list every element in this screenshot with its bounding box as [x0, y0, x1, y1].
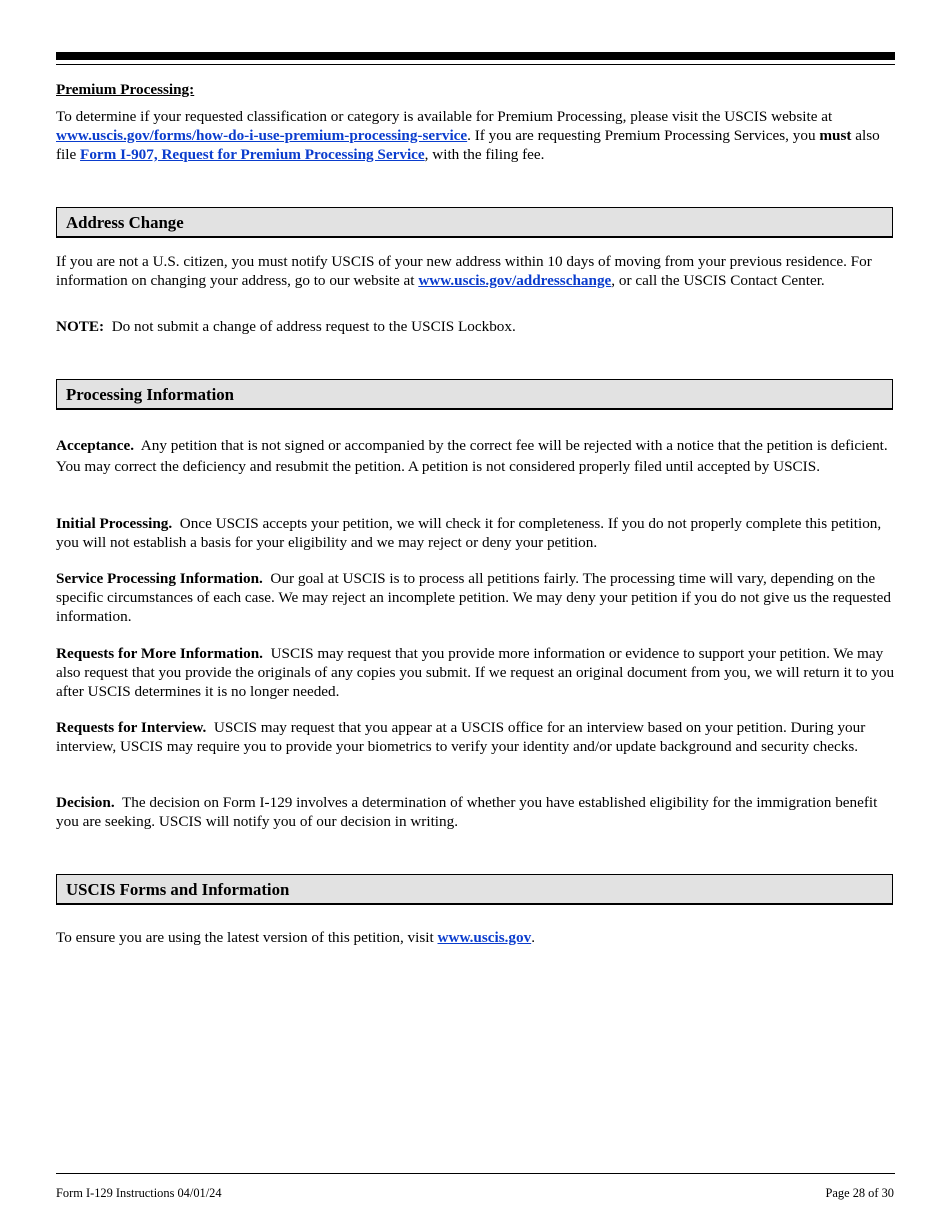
processing-item-text: USCIS may request that you provide more information or evidence to support your petition. We may also request that you provide the originals of any copies you submit. If we request an original document from you, we will return it to you after USCIS determines it is no longer needed.: [56, 645, 895, 700]
premium-must: must: [819, 126, 852, 144]
form-i907-link[interactable]: Form I-907, Request for Premium Processing Service: [80, 145, 425, 163]
address-change-title: Address Change: [66, 213, 184, 232]
forms-information-paragraph: [56, 929, 896, 948]
address-change-paragraph: [56, 253, 896, 291]
premium-text-3: also file: [56, 126, 880, 163]
premium-text-2: . If you are requesting Premium Processing Services, you: [467, 126, 816, 144]
header-thin-rule: [56, 64, 895, 65]
processing-item-text: USCIS may request that you appear at a USCIS office for an interview based on your petition. During your interview, USCIS may require you to provide your biometrics to verify your identity and/or update background and security checks.: [56, 719, 866, 755]
processing-item-text: Our goal at USCIS is to process all petitions fairly. The processing time will vary, depending on the specific circumstances of each case. We may reject an incomplete petition. We may deny your petition if you do not give us the requested information.: [56, 570, 891, 625]
address-change-text-1: If you are not a U.S. citizen, you must notify USCIS of your new address within 10 days of moving from your previous residence. For information on changing your address, go to our website at: [56, 253, 872, 289]
processing-item-acceptance: [56, 436, 896, 477]
premium-processing-paragraph: [56, 108, 896, 164]
processing-item-decision: [56, 794, 896, 832]
uscis-gov-link[interactable]: www.uscis.gov: [437, 929, 532, 946]
premium-processing-heading: [56, 81, 896, 100]
premium-processing-title: Premium Processing:: [56, 81, 195, 98]
processing-item-label: Service Processing Information.: [56, 570, 263, 587]
processing-item-label: Requests for Interview.: [56, 719, 207, 736]
processing-item-text: Once USCIS accepts your petition, we will check it for completeness. If you do not properly complete this petition, you will not establish a basis for your eligibility and we may reject or deny your petition.: [56, 515, 882, 551]
address-change-link[interactable]: www.uscis.gov/addresschange: [418, 271, 612, 289]
processing-information-title: Processing Information: [66, 385, 234, 404]
premium-processing-link[interactable]: www.uscis.gov/forms/how-do-i-use-premium-processing-service: [56, 126, 468, 144]
address-change-note: [56, 318, 896, 337]
forms-info-text-1: To ensure you are using the latest version of this petition, visit: [56, 929, 434, 946]
processing-item-label: Acceptance.: [56, 437, 135, 454]
note-text: Do not submit a change of address request to the USCIS Lockbox.: [111, 318, 516, 335]
processing-item-interview: [56, 719, 896, 757]
footer-page-number: Page 28 of 30: [825, 1186, 894, 1200]
premium-text-4: , with the filing fee.: [424, 145, 545, 163]
address-change-section-header: [56, 207, 893, 238]
processing-item-text: The decision on Form I-129 involves a determination of whether you have established eligibility for the immigration benefit you are seeking. USCIS will notify you of our decision in writing.: [56, 794, 878, 830]
processing-item-more-info: [56, 645, 896, 701]
processing-item-label: Initial Processing.: [56, 515, 173, 532]
address-change-text-2: , or call the USCIS Contact Center.: [611, 271, 825, 289]
forms-info-text-2: .: [531, 929, 535, 946]
processing-item-label: Requests for More Information.: [56, 645, 263, 662]
forms-information-section-header: [56, 874, 893, 905]
note-label: NOTE:: [56, 318, 105, 335]
footer-rule: [56, 1173, 895, 1174]
footer-form-id: Form I-129 Instructions 04/01/24: [56, 1186, 222, 1200]
processing-item-initial: [56, 515, 896, 553]
premium-text-1: To determine if your requested classification or category is available for Premium Processing, please visit the USCIS website at: [56, 108, 833, 125]
processing-item-label: Decision.: [56, 794, 115, 811]
forms-information-title: USCIS Forms and Information: [66, 880, 290, 899]
processing-information-section-header: [56, 379, 893, 410]
processing-item-text: Any petition that is not signed or accompanied by the correct fee will be rejected with a notice that the petition is deficient. You may correct the deficiency and resubmit the petition. A petition is not considered properly filed until accepted by USCIS.: [56, 437, 888, 475]
header-thick-rule: [56, 52, 895, 60]
processing-item-service: [56, 570, 896, 626]
